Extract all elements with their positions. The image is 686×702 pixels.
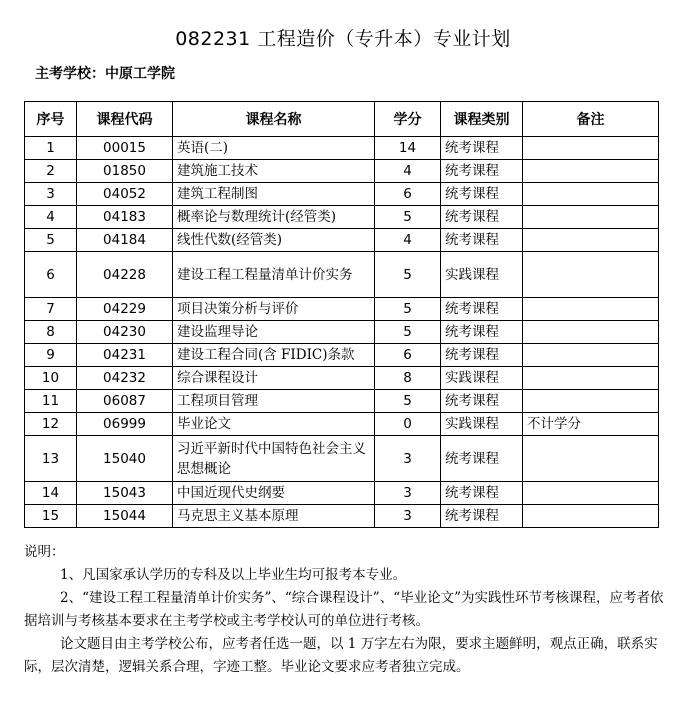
table-row bbox=[25, 206, 659, 229]
course-name: 项目决策分析与评价 bbox=[173, 298, 375, 321]
table-row bbox=[25, 482, 659, 505]
course-note bbox=[523, 482, 659, 505]
course-code: 04052 bbox=[77, 183, 173, 206]
course-type: 实践课程 bbox=[441, 367, 523, 390]
course-code: 00015 bbox=[77, 137, 173, 160]
course-name: 概率论与数理统计(经管类) bbox=[173, 206, 375, 229]
row-no: 15 bbox=[25, 505, 77, 528]
table-row bbox=[25, 436, 659, 482]
course-note bbox=[523, 183, 659, 206]
row-no: 5 bbox=[25, 229, 77, 252]
table-row bbox=[25, 298, 659, 321]
table-row bbox=[25, 344, 659, 367]
table-row bbox=[25, 390, 659, 413]
row-no: 4 bbox=[25, 206, 77, 229]
course-note bbox=[523, 160, 659, 183]
course-credit: 3 bbox=[375, 436, 441, 482]
course-type: 统考课程 bbox=[441, 229, 523, 252]
course-type: 统考课程 bbox=[441, 298, 523, 321]
course-type: 实践课程 bbox=[441, 413, 523, 436]
course-type: 统考课程 bbox=[441, 505, 523, 528]
course-code: 04228 bbox=[77, 252, 173, 298]
course-code: 04232 bbox=[77, 367, 173, 390]
course-code: 01850 bbox=[77, 160, 173, 183]
course-name: 建筑工程制图 bbox=[173, 183, 375, 206]
row-no: 10 bbox=[25, 367, 77, 390]
course-type: 统考课程 bbox=[441, 160, 523, 183]
course-credit: 4 bbox=[375, 160, 441, 183]
course-note bbox=[523, 298, 659, 321]
course-credit: 6 bbox=[375, 344, 441, 367]
course-name: 线性代数(经管类) bbox=[173, 229, 375, 252]
course-name: 建筑施工技术 bbox=[173, 160, 375, 183]
table-row bbox=[25, 160, 659, 183]
course-credit: 6 bbox=[375, 183, 441, 206]
course-type: 统考课程 bbox=[441, 183, 523, 206]
course-credit: 4 bbox=[375, 229, 441, 252]
row-no: 7 bbox=[25, 298, 77, 321]
course-name: 中国近现代史纲要 bbox=[173, 482, 375, 505]
course-note bbox=[523, 436, 659, 482]
course-type: 实践课程 bbox=[441, 252, 523, 298]
course-name: 英语(二) bbox=[173, 137, 375, 160]
course-code: 04229 bbox=[77, 298, 173, 321]
note-item: 1、凡国家承认学历的专科及以上毕业生均可报考本专业。 bbox=[60, 567, 407, 583]
course-code: 15044 bbox=[77, 505, 173, 528]
course-name: 建设工程合同(含 FIDIC)条款 bbox=[173, 344, 375, 367]
row-no: 14 bbox=[25, 482, 77, 505]
course-note bbox=[523, 321, 659, 344]
course-note bbox=[523, 137, 659, 160]
row-no: 2 bbox=[25, 160, 77, 183]
table-row bbox=[25, 413, 659, 436]
page-title: 082231 工程造价（专升本）专业计划 bbox=[175, 28, 511, 50]
table-row bbox=[25, 367, 659, 390]
course-note bbox=[523, 367, 659, 390]
course-note bbox=[523, 505, 659, 528]
header-type: 课程类别 bbox=[441, 102, 523, 137]
row-no: 6 bbox=[25, 252, 77, 298]
table-row bbox=[25, 505, 659, 528]
row-no: 12 bbox=[25, 413, 77, 436]
table-body bbox=[25, 137, 659, 528]
course-type: 统考课程 bbox=[441, 137, 523, 160]
course-note bbox=[523, 344, 659, 367]
course-credit: 5 bbox=[375, 390, 441, 413]
course-type: 统考课程 bbox=[441, 344, 523, 367]
row-no: 11 bbox=[25, 390, 77, 413]
row-no: 9 bbox=[25, 344, 77, 367]
course-credit: 5 bbox=[375, 298, 441, 321]
row-no: 13 bbox=[25, 436, 77, 482]
table-row bbox=[25, 252, 659, 298]
course-name: 建设监理导论 bbox=[173, 321, 375, 344]
header-code: 课程代码 bbox=[77, 102, 173, 137]
row-no: 8 bbox=[25, 321, 77, 344]
course-code: 06999 bbox=[77, 413, 173, 436]
course-type: 统考课程 bbox=[441, 206, 523, 229]
course-credit: 8 bbox=[375, 367, 441, 390]
header-credit: 学分 bbox=[375, 102, 441, 137]
course-credit: 5 bbox=[375, 252, 441, 298]
course-code: 04231 bbox=[77, 344, 173, 367]
school-label: 主考学校：中原工学院 bbox=[35, 66, 175, 82]
header-no: 序号 bbox=[25, 102, 77, 137]
course-code: 06087 bbox=[77, 390, 173, 413]
course-code: 15043 bbox=[77, 482, 173, 505]
table-row bbox=[25, 229, 659, 252]
note-item: 2、“建设工程工程量清单计价实务”、“综合课程设计”、“毕业论文”为实践性环节考核课程，应考者依据培训与考核基本要求在主考学校或主考学校认可的单位进行考核。 bbox=[24, 590, 664, 629]
table-row bbox=[25, 321, 659, 344]
course-code: 04184 bbox=[77, 229, 173, 252]
course-name: 毕业论文 bbox=[173, 413, 375, 436]
table-row bbox=[25, 183, 659, 206]
course-credit: 3 bbox=[375, 482, 441, 505]
table-row bbox=[25, 137, 659, 160]
course-credit: 0 bbox=[375, 413, 441, 436]
course-name: 建设工程工程量清单计价实务 bbox=[173, 252, 375, 298]
course-name: 习近平新时代中国特色社会主义思想概论 bbox=[173, 436, 375, 482]
note-item: 论文题目由主考学校公布，应考者任选一题，以 1 万字左右为限，要求主题鲜明，观点正确，联系实际，层次清楚，逻辑关系合理，字迹工整。毕业论文要求应考者独立完成。 bbox=[24, 636, 658, 675]
table-header-row bbox=[25, 102, 659, 137]
header-note: 备注 bbox=[523, 102, 659, 137]
notes-heading: 说明： bbox=[24, 544, 65, 560]
notes-section bbox=[24, 541, 664, 679]
course-credit: 3 bbox=[375, 505, 441, 528]
course-type: 统考课程 bbox=[441, 321, 523, 344]
course-credit: 5 bbox=[375, 321, 441, 344]
course-name: 工程项目管理 bbox=[173, 390, 375, 413]
course-note: 不计学分 bbox=[523, 413, 659, 436]
row-no: 3 bbox=[25, 183, 77, 206]
course-credit: 5 bbox=[375, 206, 441, 229]
row-no: 1 bbox=[25, 137, 77, 160]
course-name: 综合课程设计 bbox=[173, 367, 375, 390]
course-table bbox=[24, 101, 659, 528]
course-type: 统考课程 bbox=[441, 436, 523, 482]
course-credit: 14 bbox=[375, 137, 441, 160]
course-code: 04183 bbox=[77, 206, 173, 229]
course-type: 统考课程 bbox=[441, 390, 523, 413]
course-note bbox=[523, 229, 659, 252]
course-note bbox=[523, 252, 659, 298]
course-code: 15040 bbox=[77, 436, 173, 482]
course-code: 04230 bbox=[77, 321, 173, 344]
course-note bbox=[523, 390, 659, 413]
course-type: 统考课程 bbox=[441, 482, 523, 505]
course-note bbox=[523, 206, 659, 229]
course-name: 马克思主义基本原理 bbox=[173, 505, 375, 528]
header-name: 课程名称 bbox=[173, 102, 375, 137]
